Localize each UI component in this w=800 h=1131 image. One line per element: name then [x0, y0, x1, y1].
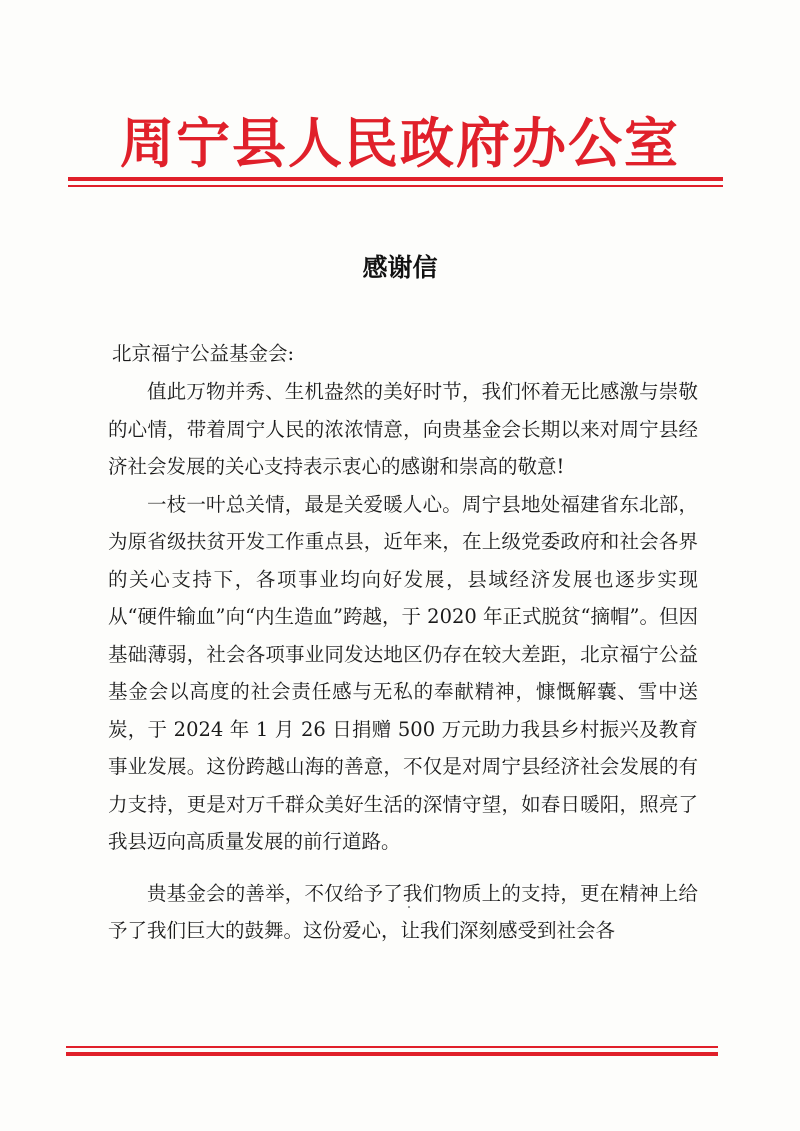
letterhead-rule-thin [68, 185, 723, 187]
body-paragraph-2: 一枝一叶总关情，最是关爱暖人心。周宁县地处福建省东北部，为原省级扶贫开发工作重点县，近年来，在上级党委政府和社会各界的关心支持下，各项事业均向好发展，县域经济发展也逐步实现从“硬件输血”向“内生造血”跨越，于 2020 年正式脱贫“摘帽”。但因基础薄弱，社会各项事业同发达地区仍存在较大差距，北京福宁公益基金会以高度的社会责任感与无私的奉献精神，慷慨解囊、雪中送炭，于 2024 年 1 月 26 日捐赠 500 万元助力我县乡村振兴及教育事业发展。这份跨越山海的善意，不仅是对周宁县经济社会发展的有力支持，更是对万千群众美好生活的深情守望，如春日暖阳，照亮了我县迈向高质量发展的前行道路。 [108, 492, 698, 853]
document-title: 感谢信 [362, 253, 438, 282]
body-paragraph-3: 贵基金会的善举，不仅给予了我们物质上的支持，更在精神上给予了我们巨大的鼓舞。这份爱心，让我们深刻感受到社会各 [108, 881, 698, 942]
footer-rule-thick [66, 1052, 718, 1056]
letterhead-title: 周宁县人民政府办公室 [120, 111, 680, 175]
letterhead-rule-thick [68, 177, 723, 181]
salutation: 北京福宁公益基金会: [112, 342, 295, 365]
footer-rule-thin [66, 1046, 718, 1048]
letter-body [108, 373, 698, 950]
paper-speck [408, 906, 410, 908]
body-paragraph-1: 值此万物并秀、生机盎然的美好时节，我们怀着无比感激与崇敬的心情，带着周宁人民的浓浓情意，向贵基金会长期以来对周宁县经济社会发展的关心支持表示衷心的感谢和崇高的敬意! [108, 380, 698, 478]
